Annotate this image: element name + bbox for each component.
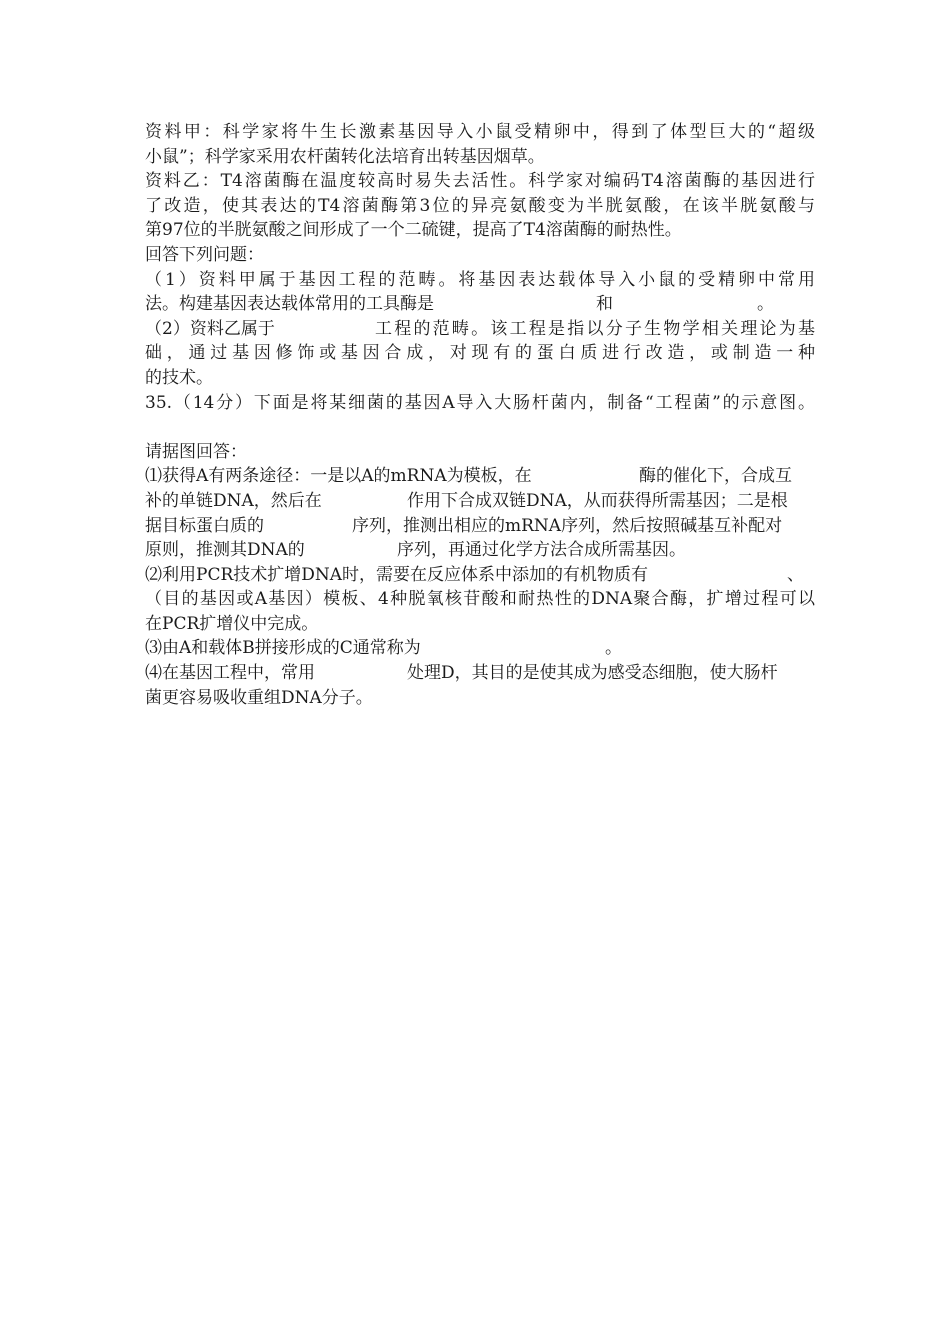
part-1-line-4-text-a: 原则，推测其DNA的 xyxy=(145,540,305,561)
blank-line xyxy=(145,415,815,440)
part-3-line-1 xyxy=(145,636,815,661)
question-1-text-c: 。 xyxy=(757,294,774,315)
material-b-line-1: 资料乙：T4溶菌酶在温度较高时易失去活性。科学家对编码T4溶菌酶的基因进行 xyxy=(145,171,815,192)
part-1-line-1-text-a: ⑴获得A有两条途径：一是以A的mRNA为模板，在 xyxy=(145,466,532,487)
part-3-text-a: ⑶由A和载体B拼接形成的C通常称为 xyxy=(145,638,421,659)
part-1-line-3 xyxy=(145,514,815,539)
part-1-line-2-text-b: 作用下合成双链DNA，从而获得所需基因；二是根 xyxy=(407,490,788,511)
question-2-text-b: 工程的范畴。该工程是指以分子生物学相关理论为基 xyxy=(375,318,815,339)
question-2-line-2: 础，通过基因修饰或基因合成，对现有的蛋白质进行改造，或制造一种 xyxy=(145,343,815,364)
part-1-line-4 xyxy=(145,538,815,563)
question-1-text-a: 法。构建基因表达载体常用的工具酶是 xyxy=(145,294,434,315)
question-2-line-3: 的技术。 xyxy=(145,367,213,388)
part-3-text-b: 。 xyxy=(605,638,622,659)
part-1-line-3-text-b: 序列，推测出相应的mRNA序列，然后按照碱基互补配对 xyxy=(352,515,783,536)
question-2-text-a: （2）资料乙属于 xyxy=(145,318,275,339)
material-a-line-2: 小鼠”；科学家采用农杆菌转化法培育出转基因烟草。 xyxy=(145,146,545,167)
part-1-line-1-text-b: 酶的催化下，合成互 xyxy=(639,466,792,487)
part-2-line-1-text-a: ⑵利用PCR技术扩增DNA时，需要在反应体系中添加的有机物质有 xyxy=(145,564,649,585)
part-4-line-1 xyxy=(145,661,815,686)
part-2-line-1 xyxy=(145,563,815,588)
part-4-line-2: 菌更容易吸收重组DNA分子。 xyxy=(145,687,373,708)
material-b-line-2: 了改造，使其表达的T4溶菌酶第3位的异亮氨酸变为半胱氨酸，在该半胱氨酸与 xyxy=(145,195,815,216)
question-1-text-b: 和 xyxy=(596,294,613,315)
part-2-line-2: （目的基因或A基因）模板、4种脱氧核苷酸和耐热性的DNA聚合酶，扩增过程可以 xyxy=(145,589,815,610)
part-1-line-2 xyxy=(145,489,815,514)
part-1-line-1 xyxy=(145,464,815,489)
part-1-line-3-text-a: 据目标蛋白质的 xyxy=(145,515,264,536)
document-body xyxy=(145,120,815,710)
part-4-text-b: 处理D，其目的是使其成为感受态细胞，使大肠杆 xyxy=(407,663,778,684)
question-35-header: 35.（14分）下面是将某细菌的基因A导入大肠杆菌内，制备“工程菌”的示意图。 xyxy=(145,392,815,413)
part-4-text-a: ⑷在基因工程中，常用 xyxy=(145,663,315,684)
part-1-line-4-text-b: 序列，再通过化学方法合成所需基因。 xyxy=(397,540,686,561)
question-1-line-1: （1）资料甲属于基因工程的范畴。将基因表达载体导入小鼠的受精卵中常用 xyxy=(145,269,815,290)
part-1-line-2-text-a: 补的单链DNA，然后在 xyxy=(145,490,322,511)
part-2-line-3: 在PCR扩增仪中完成。 xyxy=(145,613,319,634)
material-a-line-1: 资料甲：科学家将牛生长激素基因导入小鼠受精卵中，得到了体型巨大的“超级 xyxy=(145,122,815,142)
material-b-line-3: 第97位的半胱氨酸之间形成了一个二硫键，提高了T4溶菌酶的耐热性。 xyxy=(145,220,682,241)
answer-prompt: 回答下列问题： xyxy=(145,244,264,265)
question-35-instruction: 请据图回答： xyxy=(145,441,247,462)
part-2-line-1-text-b: 、 xyxy=(787,564,804,585)
question-1-line-2 xyxy=(145,292,815,317)
question-2-line-1 xyxy=(145,317,815,342)
